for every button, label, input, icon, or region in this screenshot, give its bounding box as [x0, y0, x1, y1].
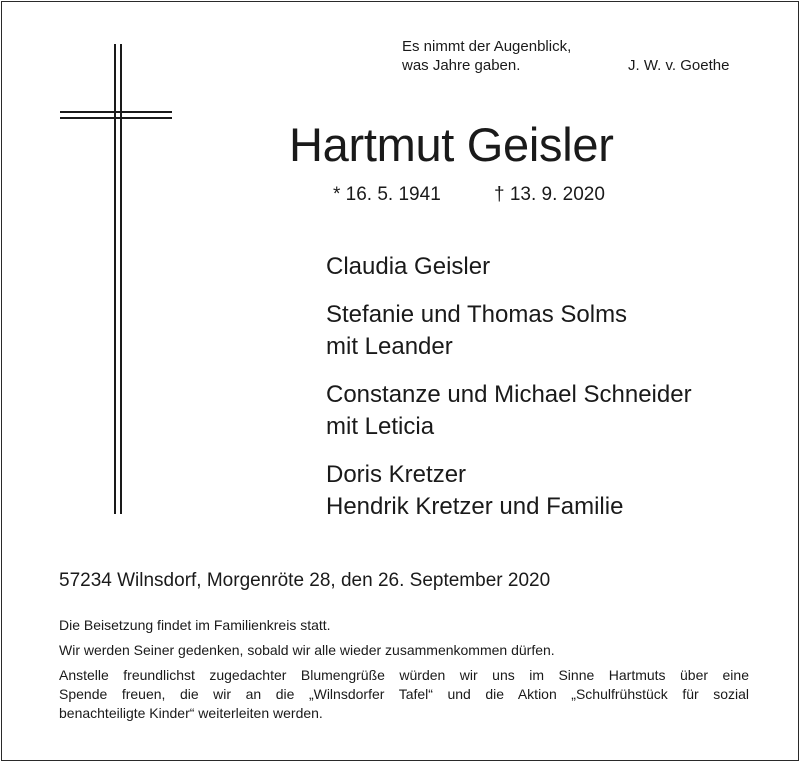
- mourner-group: [326, 459, 786, 523]
- quote-author: J. W. v. Goethe: [628, 57, 730, 74]
- cross-horizontal-line-2: [60, 117, 172, 119]
- burial-note: Die Beisetzung findet im Familienkreis statt.: [59, 617, 331, 633]
- donation-line-1: Anstelle freundlichst zugedachter Blumengrüße würden wir uns im Sinne Hartmuts über eine: [59, 667, 749, 683]
- quote-line-1: Es nimmt der Augenblick,: [402, 38, 572, 55]
- mourner-line: Claudia Geisler: [326, 253, 491, 280]
- mourner-line: mit Leticia: [326, 413, 435, 440]
- notes-section: [59, 616, 749, 729]
- donation-line-2: Spende freuen, die wir an die „Wilnsdorfer Tafel“ und die Aktion „Schulfrühstück für sozial: [59, 686, 749, 702]
- mourner-line: Stefanie und Thomas Solms: [326, 301, 628, 328]
- cross-horizontal-line-1: [60, 111, 172, 113]
- mourners-list: [326, 251, 786, 539]
- mourner-group: [326, 299, 786, 363]
- remembrance-note: Wir werden Seiner gedenken, sobald wir alle wieder zusammenkommen dürfen.: [59, 642, 555, 658]
- donation-line-3: benachteiligte Kinder“ weiterleiten werden.: [59, 705, 323, 721]
- mourner-line: mit Leander: [326, 333, 453, 360]
- quote-line-2: was Jahre gaben.: [402, 57, 521, 74]
- mourner-group: [326, 251, 786, 283]
- goethe-quote: [402, 37, 742, 75]
- cross-vertical-line-2: [120, 44, 122, 514]
- birth-date: * 16. 5. 1941: [333, 184, 441, 205]
- cross-vertical-line-1: [114, 44, 116, 514]
- death-date: † 13. 9. 2020: [494, 184, 605, 205]
- mourner-line: Constanze und Michael Schneider: [326, 381, 692, 408]
- mourner-group: [326, 379, 786, 443]
- donation-note: [59, 666, 749, 723]
- deceased-name: Hartmut Geisler: [289, 118, 614, 171]
- mourner-line: Hendrik Kretzer und Familie: [326, 493, 624, 520]
- mourner-line: Doris Kretzer: [326, 461, 467, 488]
- place-and-date: 57234 Wilnsdorf, Morgenröte 28, den 26. September 2020: [59, 570, 551, 591]
